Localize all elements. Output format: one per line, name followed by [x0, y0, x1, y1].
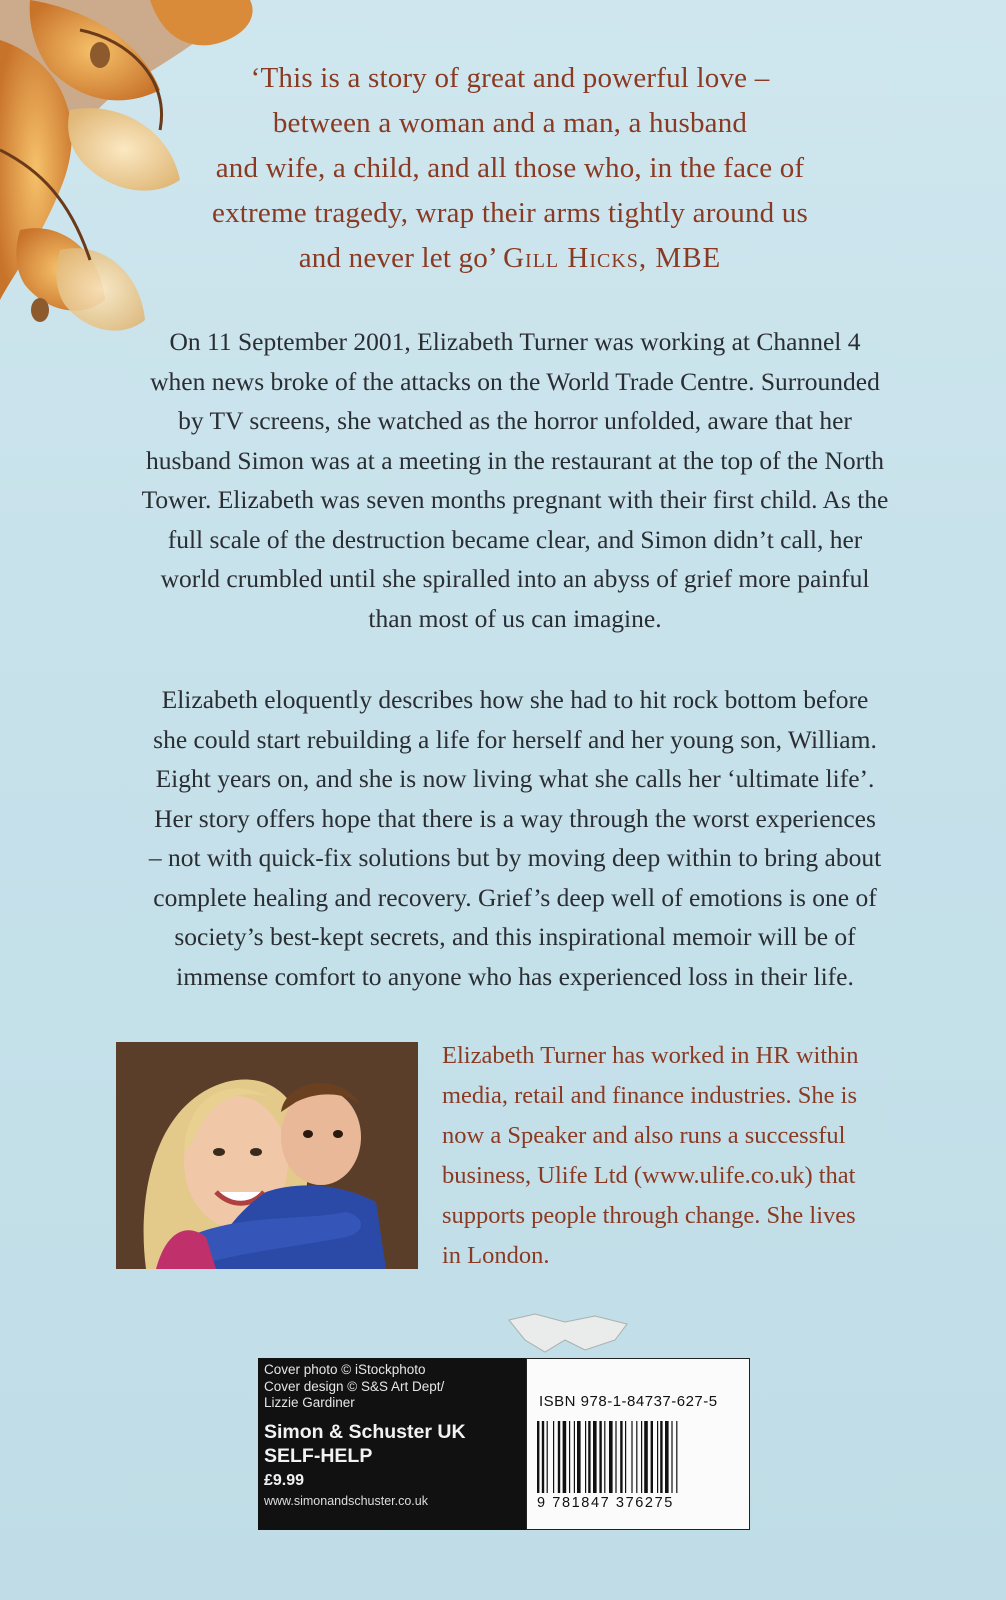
author-photo-illustration: [116, 1042, 418, 1269]
endorsement-quote: [150, 56, 870, 281]
quote-line: between a woman and a man, a husband: [272, 107, 748, 139]
text-line: than most of us can imagine.: [368, 603, 662, 633]
author-photo: [116, 1042, 418, 1269]
publisher-name: Simon & Schuster UK: [264, 1420, 466, 1443]
barcode-digits: 9 781847 376275: [537, 1495, 674, 1511]
isbn-number: ISBN 978-1-84737-627-5: [539, 1393, 718, 1410]
barcode-bar: [660, 1421, 662, 1493]
quote-line: [150, 236, 870, 281]
blurb-paragraph-1: [80, 322, 950, 638]
quote-attribution: Gill Hicks, MBE: [503, 242, 722, 274]
barcode-bar: [615, 1421, 616, 1493]
barcode-bar: [644, 1421, 648, 1493]
text-line: business, Ulife Ltd (www.ulife.co.uk) that: [442, 1162, 856, 1189]
text-line: she could start rebuilding a life for herself and her young son, William.: [153, 724, 877, 754]
cover-photo-credit: Cover photo © iStockphoto: [264, 1362, 426, 1377]
publisher-info-box: [258, 1358, 526, 1530]
barcode-bar: [585, 1421, 586, 1493]
text-line: by TV screens, she watched as the horror unfolded, aware that her: [178, 406, 852, 435]
text-line: – not with quick-fix solutions but by moving deep within to bring about: [148, 843, 882, 872]
barcode-bar: [574, 1421, 575, 1493]
barcode-bar: [641, 1421, 642, 1493]
text-line: Tower. Elizabeth was seven months pregnant with their first child. As the: [141, 485, 889, 514]
text-line: when news broke of the attacks on the World Trade Centre. Surrounded: [150, 366, 880, 396]
text-line: complete healing and recovery. Grief’s deep well of emotions is one of: [153, 882, 877, 912]
barcode-bar: [625, 1421, 626, 1493]
barcode-bar: [569, 1421, 570, 1493]
barcode-bar: [599, 1421, 601, 1493]
isbn-barcode-box: [526, 1358, 750, 1530]
publisher-website: www.simonandschuster.co.uk: [264, 1493, 428, 1508]
barcode-bar: [588, 1421, 590, 1493]
text-line: immense comfort to anyone who has experienced loss in their life.: [176, 961, 854, 991]
barcode-bar: [609, 1421, 613, 1493]
torn-sticker-residue: [505, 1310, 633, 1354]
barcode-bar: [553, 1421, 554, 1493]
quote-line: ‘This is a story of great and powerful love –: [250, 62, 770, 94]
author-bio: [442, 1036, 942, 1276]
text-line: supports people through change. She lives: [442, 1202, 856, 1229]
barcode-bar: [537, 1421, 539, 1493]
barcode-bar: [558, 1421, 560, 1493]
barcode-bar: [604, 1421, 605, 1493]
text-line: full scale of the destruction became clear, and Simon didn’t call, her: [167, 524, 863, 554]
quote-line: and wife, a child, and all those who, in the face of: [215, 152, 805, 184]
text-line: Her story offers hope that there is a way through the worst experiences: [154, 803, 876, 833]
text-line: husband Simon was at a meeting in the restaurant at the top of the North: [146, 445, 884, 475]
barcode-bar: [651, 1421, 653, 1493]
barcode-bar: [657, 1421, 658, 1493]
blurb-paragraph-2: [80, 680, 950, 996]
barcode-bar: [542, 1421, 544, 1493]
quote-line-end: and never let go’: [298, 242, 496, 274]
text-line: in London.: [442, 1242, 550, 1269]
barcode-bar: [636, 1421, 637, 1493]
text-line: Elizabeth Turner has worked in HR within: [442, 1042, 859, 1069]
text-line: now a Speaker and also runs a successful: [442, 1122, 846, 1149]
barcode-bar: [593, 1421, 597, 1493]
book-price: £9.99: [264, 1471, 305, 1489]
barcode-bar: [631, 1421, 632, 1493]
cover-design-credit: Cover design © S&S Art Dept/: [264, 1378, 445, 1394]
text-line: society’s best-kept secrets, and this inspirational memoir will be of: [174, 922, 856, 951]
book-category: SELF-HELP: [264, 1444, 373, 1467]
cover-designer-name: Lizzie Gardiner: [264, 1395, 355, 1410]
barcode-bar: [577, 1421, 581, 1493]
barcode-bar: [620, 1421, 622, 1493]
barcode-bar: [665, 1421, 669, 1493]
text-line: Elizabeth eloquently describes how she had to hit rock bottom before: [161, 685, 869, 714]
barcode-bar: [563, 1421, 567, 1493]
text-line: world crumbled until she spiralled into an abyss of grief more painful: [160, 564, 870, 593]
barcode-bar: [676, 1421, 677, 1493]
barcode-bar: [671, 1421, 672, 1493]
barcode-bar: [547, 1421, 548, 1493]
quote-line: extreme tragedy, wrap their arms tightly around us: [212, 197, 808, 229]
barcode-icon: [537, 1421, 737, 1493]
text-line: media, retail and finance industries. She is: [442, 1082, 858, 1109]
text-line: On 11 September 2001, Elizabeth Turner was working at Channel 4: [169, 327, 861, 356]
text-line: Eight years on, and she is now living what she calls her ‘ultimate life’.: [155, 764, 875, 793]
